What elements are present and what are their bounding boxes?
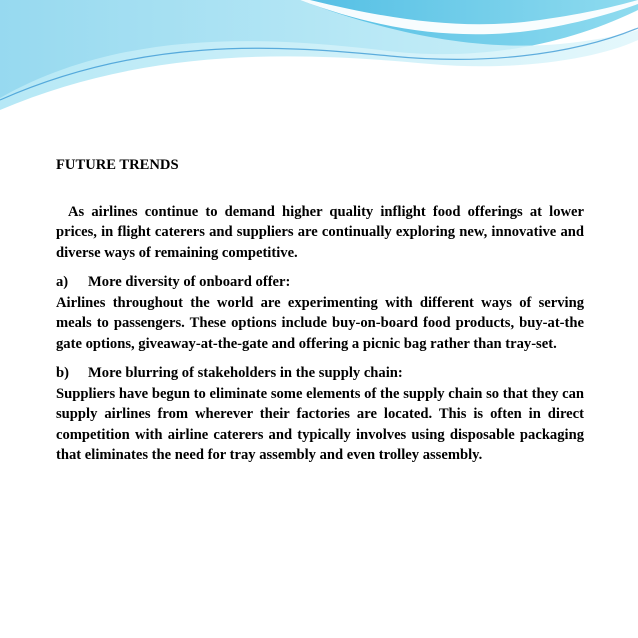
section-b-body: Suppliers have begun to eliminate some elements of the supply chain so that they can supply airlines from wherever their factories are located. This is often in direct competition with airline caterers and typically involves using disposable packaging that eliminates the need for tray assembly and even trolley assembly. — [56, 385, 584, 463]
section-b-marker: b) — [56, 365, 69, 381]
section-a-marker: a) — [56, 274, 69, 290]
intro-paragraph: As airlines continue to demand higher quality inflight food offerings at lower prices, in flight caterers and suppliers are continually exploring new, innovative and diverse ways of remaining competitive. — [56, 203, 584, 261]
section-b — [56, 363, 584, 466]
section-a-body: Airlines throughout the world are experimenting with different ways of serving meals to passengers. These options include buy-on-board food products, buy-at-the gate options, giveaway-at-the-gate and offering a picnic bag rather than tray-set. — [56, 294, 584, 352]
decorative-wave-banner — [0, 0, 638, 110]
section-a-title: More diversity of onboard offer: — [88, 274, 291, 290]
section-a — [56, 272, 584, 354]
slide-content — [56, 155, 584, 466]
section-b-title-row — [56, 363, 584, 384]
section-a-title-row — [56, 272, 584, 293]
section-b-title: More blurring of stakeholders in the supply chain: — [88, 365, 403, 381]
page-title: FUTURE TRENDS — [56, 157, 179, 173]
